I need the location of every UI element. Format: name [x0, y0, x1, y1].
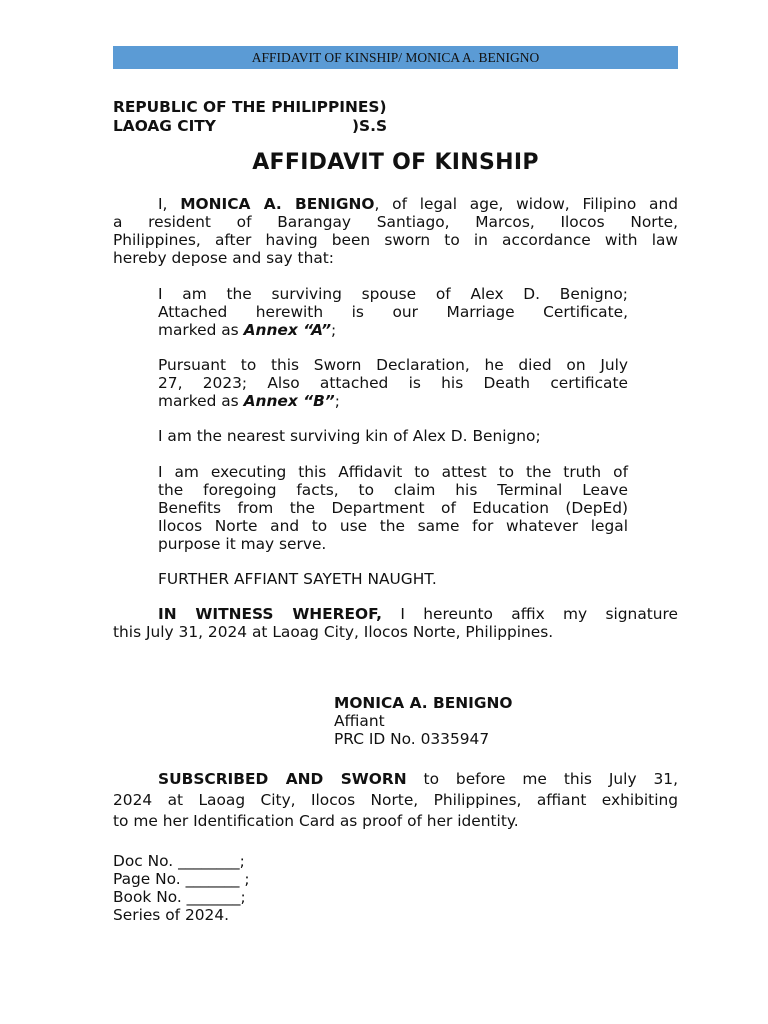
page-number: Page No. _______ ; [113, 870, 250, 888]
running-header-text: AFFIDAVIT OF KINSHIP/ MONICA A. BENIGNO [251, 50, 540, 65]
p1-line-2: Attached herewith is our Marriage Certificate, [158, 303, 628, 321]
signatory-id: PRC ID No. 0335947 [334, 730, 490, 748]
witness-lead: IN WITNESS WHEREOF, [158, 605, 383, 623]
p4-line-4: Ilocos Norte and to use the same for whatever legal [158, 517, 628, 535]
p4-line-1: I am executing this Affidavit to attest to the truth of [158, 463, 628, 481]
p1-semicolon: ; [331, 321, 337, 339]
p3-line: I am the nearest surviving kin of Alex D. Benigno; [158, 427, 541, 445]
jurat-line-3: to me her Identification Card as proof of her identity. [113, 812, 519, 830]
p4-line-2: the foregoing facts, to claim his Terminal Leave [158, 481, 628, 499]
signatory-name: MONICA A. BENIGNO [334, 694, 513, 712]
witness-line-2: this July 31, 2024 at Laoag City, Ilocos Norte, Philippines. [113, 623, 554, 641]
p2-line-1: Pursuant to this Sworn Declaration, he died on July [158, 356, 628, 374]
intro-prefix: I, [158, 195, 168, 213]
p4-line-5: purpose it may serve. [158, 535, 327, 553]
intro-line-3: Philippines, after having been sworn to in accordance with law [113, 231, 678, 249]
intro-line-4: hereby depose and say that: [113, 249, 334, 267]
intro-line-1 [158, 195, 678, 213]
jurat-lead: SUBSCRIBED AND SWORN [158, 770, 407, 788]
p2-marked-as: marked as [158, 392, 239, 410]
jurat-line-1 [158, 770, 678, 788]
p2-line-2: 27, 2023; Also attached is his Death certificate [158, 374, 628, 392]
signatory-role: Affiant [334, 712, 385, 730]
p2-semicolon: ; [334, 392, 340, 410]
p1-line-3 [158, 321, 336, 339]
p1-line-1: I am the surviving spouse of Alex D. Benigno; [158, 285, 628, 303]
affiant-name: MONICA A. BENIGNO [180, 195, 375, 213]
venue-republic: REPUBLIC OF THE PHILIPPINES) [113, 98, 387, 116]
intro-suffix: , of legal age, widow, Filipino and [374, 195, 678, 213]
book-number: Book No. _______; [113, 888, 246, 906]
p1-marked-as: marked as [158, 321, 239, 339]
document-title: AFFIDAVIT OF KINSHIP [252, 150, 539, 175]
witness-suffix: I hereunto affix my signature [400, 605, 678, 623]
p2-line-3 [158, 392, 340, 410]
series-year: Series of 2024. [113, 906, 230, 924]
annex-a: Annex “A” [243, 321, 332, 339]
intro-line-2: a resident of Barangay Santiago, Marcos, Ilocos Norte, [113, 213, 678, 231]
doc-number: Doc No. ________; [113, 852, 245, 870]
jurat-line-2: 2024 at Laoag City, Ilocos Norte, Philippines, affiant exhibiting [113, 791, 678, 809]
venue-city: LAOAG CITY [113, 117, 216, 135]
venue-ss: )S.S [352, 117, 388, 135]
annex-b: Annex “B” [243, 392, 335, 410]
jurat-suffix: to before me this July 31, [423, 770, 678, 788]
running-header [113, 46, 678, 69]
p4-line-3: Benefits from the Department of Education (DepEd) [158, 499, 628, 517]
witness-line-1 [158, 605, 678, 623]
p5-line: FURTHER AFFIANT SAYETH NAUGHT. [158, 570, 437, 588]
